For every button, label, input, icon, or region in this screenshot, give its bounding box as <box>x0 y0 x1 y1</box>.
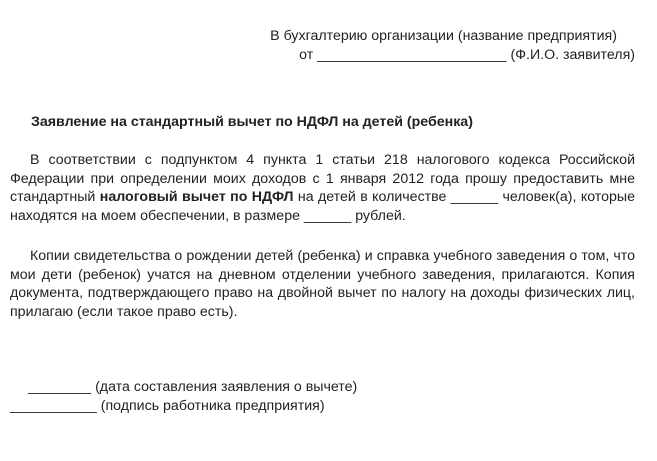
addressee-line: В бухгалтерию организации (название предприятия) <box>270 28 617 44</box>
addressee-block <box>270 27 635 64</box>
date-signature-line: ________ (дата составления заявления о вычете) <box>28 379 358 395</box>
request-text-part1: В соответствии с подпунктом 4 пункта 1 статьи 218 налогового кодекса Российской Федерации при определении моих доходов с 1 января 2012 года прошу предоставить мне стандартный <box>10 152 635 206</box>
attachments-paragraph <box>10 247 635 321</box>
request-text-bold: налоговый вычет по НДФЛ <box>99 189 294 206</box>
request-text-part2: на детей в количестве ______ человек(а), которые находятся на моем обеспечении, в размере ______ рублей. <box>10 189 635 224</box>
applicant-line: от ________________________ (Ф.И.О. заявителя) <box>299 46 635 63</box>
attachments-text: Копии свидетельства о рождении детей (ребенка) и справка учебного заведения о том, что мои дети (ребенок) учатся на дневном отделении учебного заведения, прилагаются. Копия документа, подтверждающего право на двойной вычет по налогу на доходы физических лиц, прилагаю (если такое право есть). <box>10 248 635 320</box>
employee-signature-line: ___________ (подпись работника предприятия) <box>10 398 325 414</box>
request-paragraph <box>10 151 635 225</box>
document-title: Заявление на стандартный вычет по НДФЛ на детей (ребенка) <box>31 114 473 130</box>
